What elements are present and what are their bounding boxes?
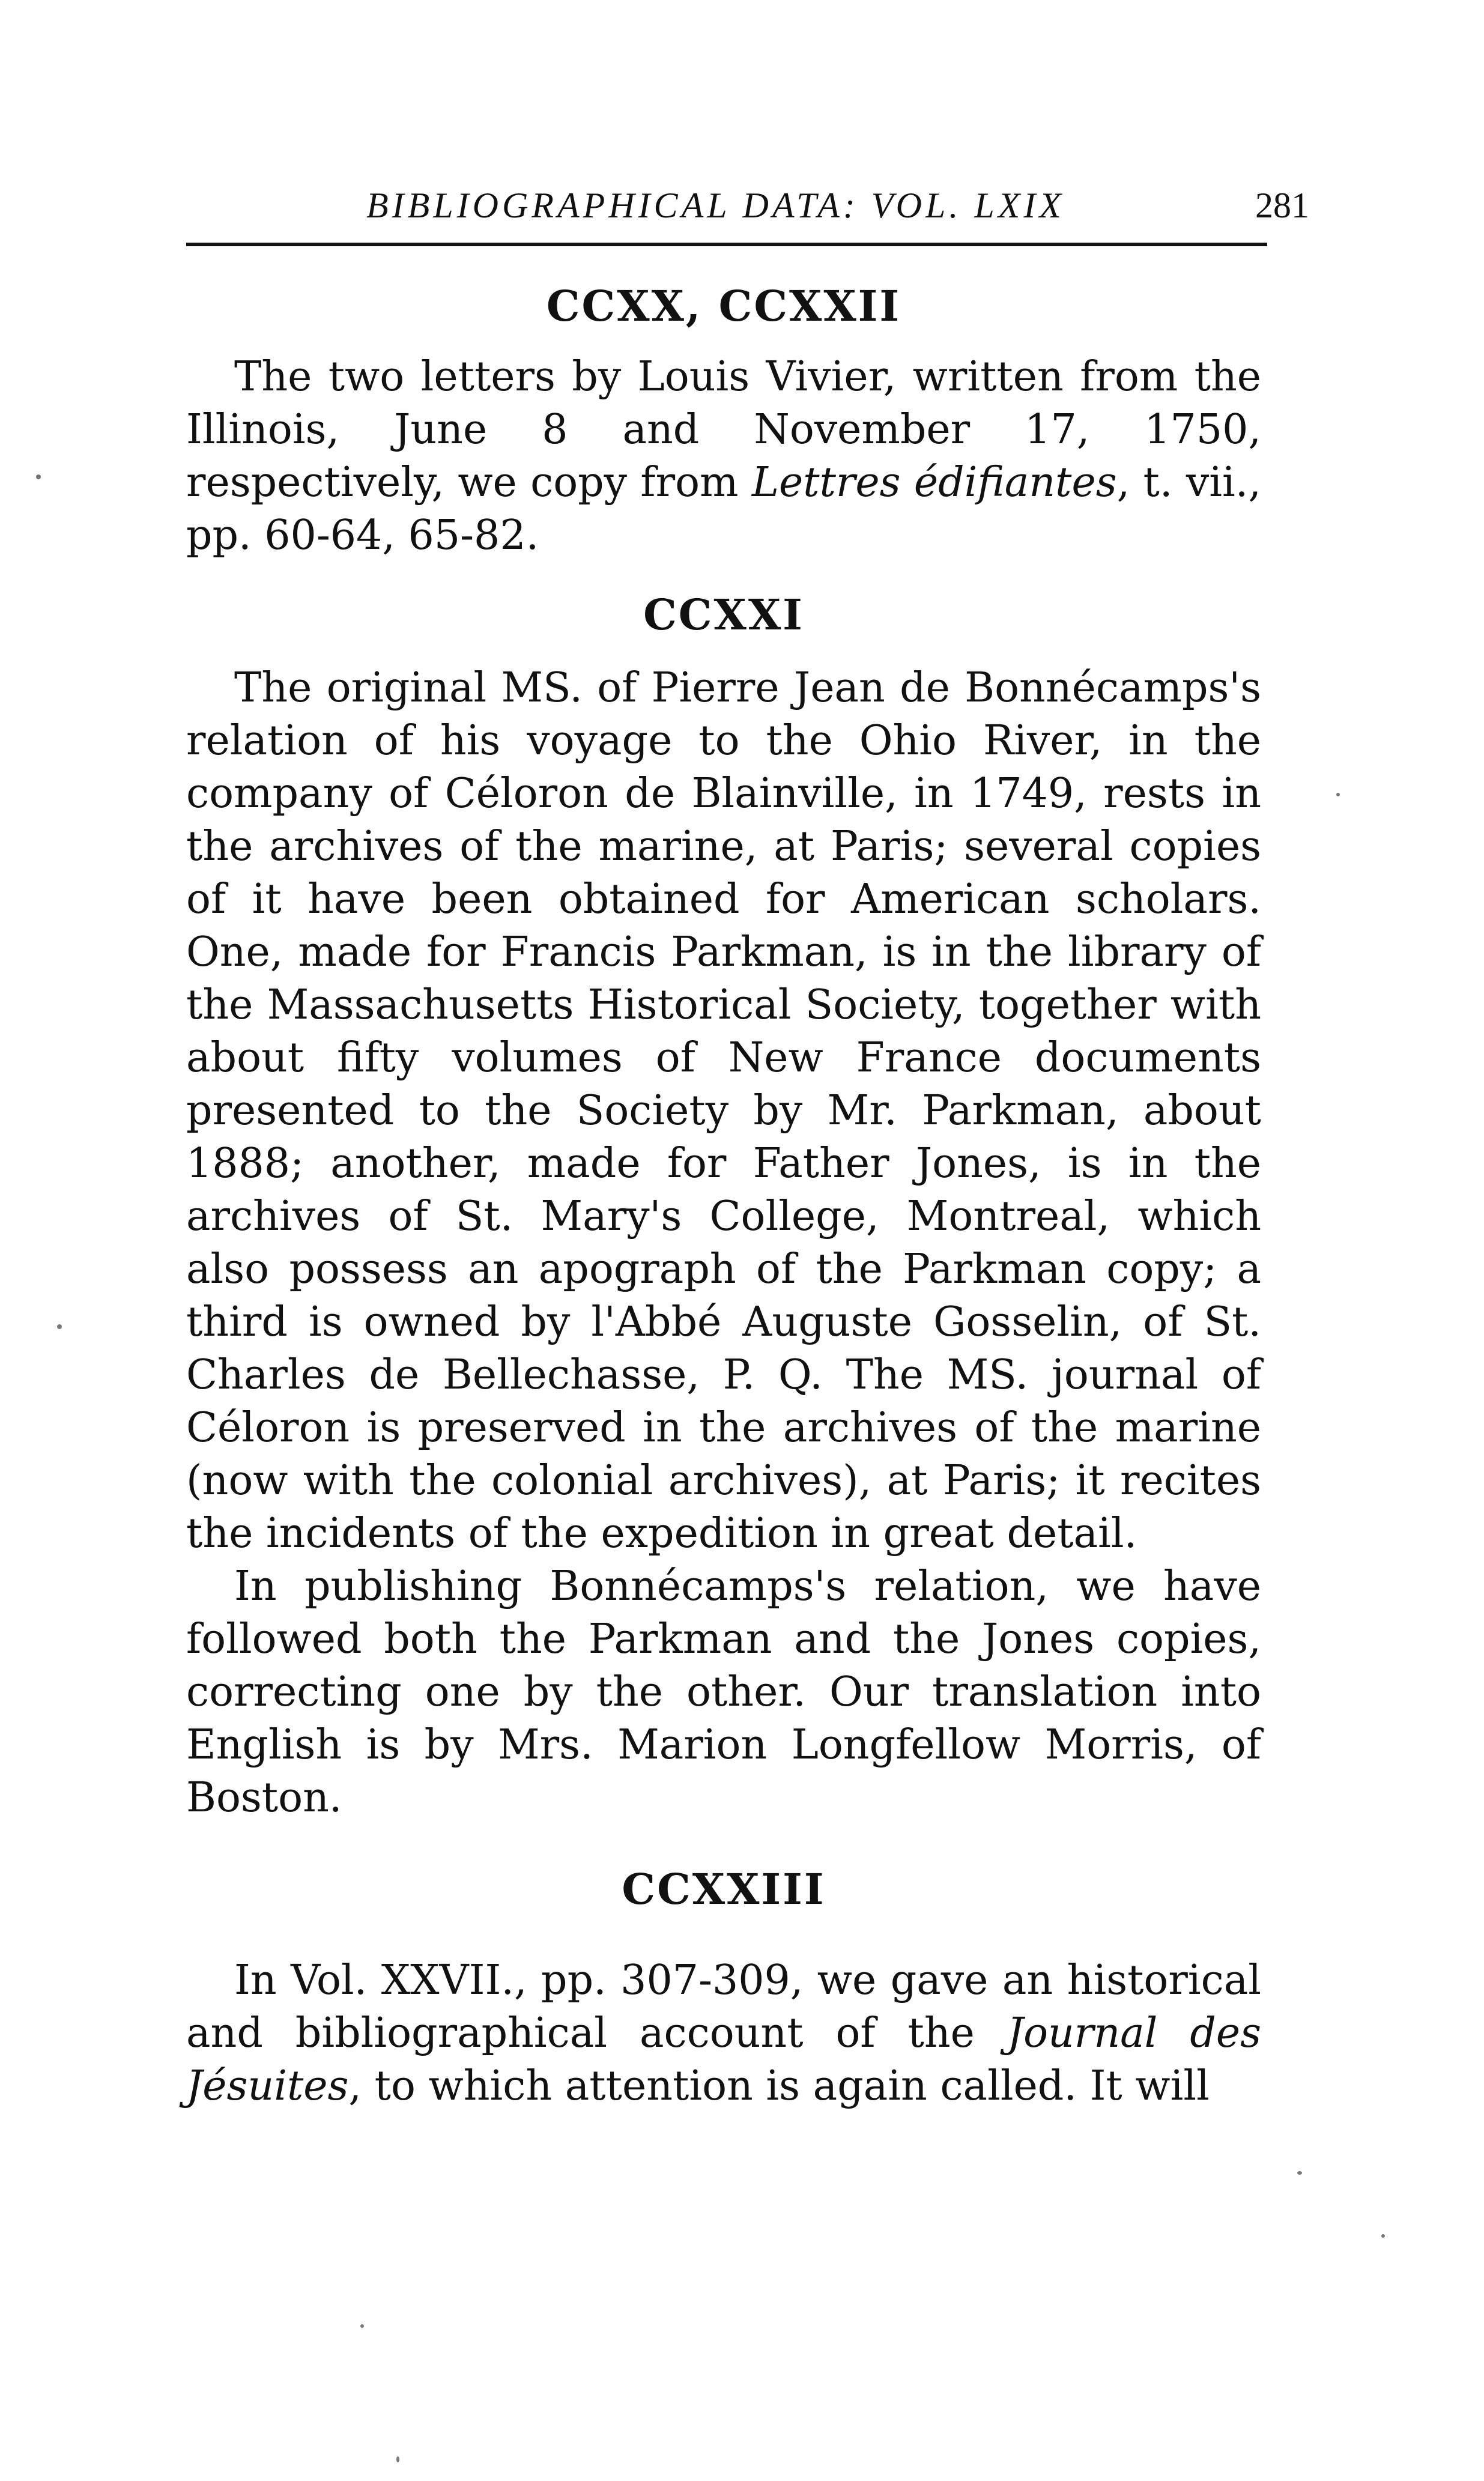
paragraph-vivier-letters (186, 351, 1261, 562)
section-heading-ccxxi: CCXXI (643, 590, 804, 640)
paper-speck (360, 2324, 364, 2328)
paragraph-journal-des-jesuites (186, 1954, 1261, 2113)
paper-speck (396, 2456, 399, 2462)
paper-speck (36, 474, 41, 479)
paragraph-bonnecamps-publishing: In publishing Bonnécamps's relation, we have followed both the Parkman and the Jones copies, correcting one by the other. Our translation into English is by Mrs. Marion Longfellow Morris, of Boston. (186, 1563, 1261, 1822)
paragraph-text: In Vol. XXVII., pp. 307-309, we gave an historical and bibliographical account of the (186, 1957, 1261, 2057)
paragraph-text: The two letters by Louis Vivier, written from the Illinois, June 8 and November 17, 1750, respectively, we copy from (186, 353, 1261, 506)
paper-speck (57, 1324, 62, 1329)
page-header (186, 180, 1315, 252)
italic-title-lettres-edifiantes: Lettres édifiantes (751, 459, 1117, 506)
section-heading-ccxxiii: CCXXIII (622, 1864, 826, 1914)
page-body (186, 264, 1261, 2113)
paper-speck (1336, 793, 1340, 796)
section-heading-ccxx-ccxxii: CCXX, CCXXII (546, 281, 901, 331)
paragraph-text: , to which attention is again called. It will (348, 2062, 1210, 2110)
paper-speck (1381, 2234, 1385, 2238)
page-number: 281 (1255, 186, 1309, 225)
paper-speck (1297, 2171, 1302, 2175)
paragraph-text: , t. vii., pp. 60-64, 65-82. (186, 459, 1261, 559)
italic-title-journal-des-jesuites: Journal des Jésuites (186, 2010, 1261, 2110)
running-head: BIBLIOGRAPHICAL DATA: VOL. LXIX (366, 186, 1065, 225)
paragraph-bonnecamps-manuscript: The original MS. of Pierre Jean de Bonnécamps's relation of his voyage to the Ohio River, in the company of Céloron de Blainville, in 1749, rests in the archives of the marine, at Paris; several copies of it have been obtained for American scholars. One, made for Francis Parkman, is in the library of the Massachusetts Historical Society, together with about fifty volumes of New France documents presented to the Society by Mr. Parkman, about 1888; another, made for Father Jones, is in the archives of St. Mary's College, Montreal, which also possess an apograph of the Parkman copy; a third is owned by l'Abbé Auguste Gosselin, of St. Charles de Bellechasse, P. Q. The MS. journal of Céloron is preserved in the archives of the marine (now with the colonial archives), at Paris; it recites the incidents of the expedition in great detail. (186, 664, 1261, 1557)
header-rule (186, 243, 1267, 246)
